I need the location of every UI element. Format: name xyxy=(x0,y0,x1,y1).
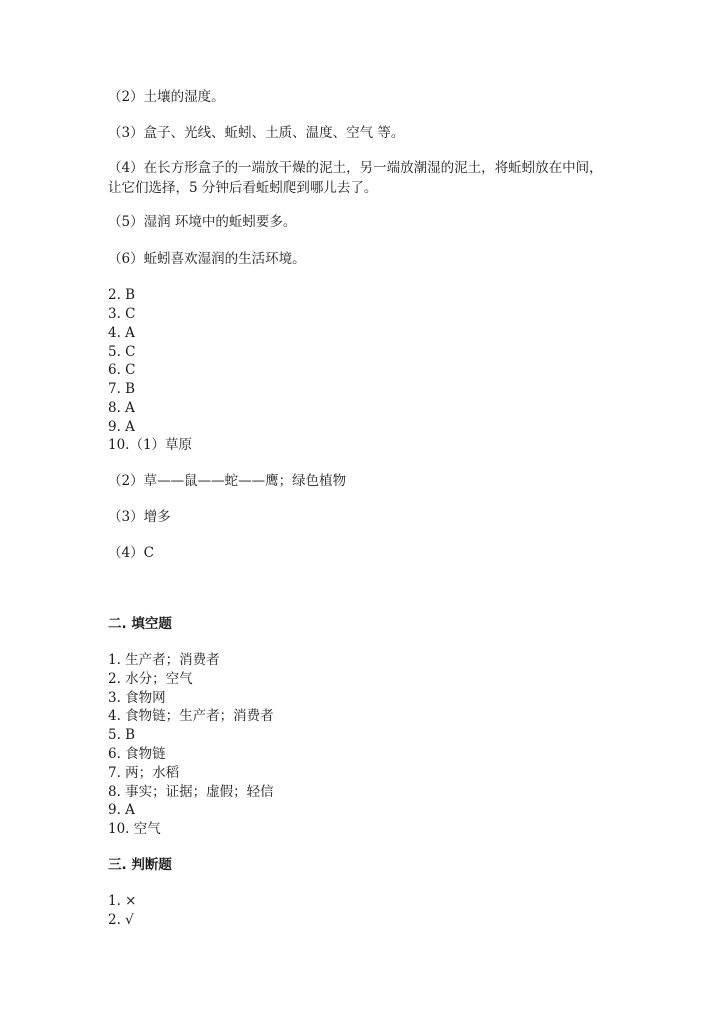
answer-6: 6. C xyxy=(108,362,136,378)
fill-answer-2: 2. 水分；空气 xyxy=(108,671,193,687)
answer-1-sub-3: （3）盒子、光线、蚯蚓、土质、温度、空气 等。 xyxy=(108,125,405,141)
answer-5: 5. C xyxy=(108,344,136,360)
section-heading-fill-blank: 二. 填空题 xyxy=(108,616,172,632)
fill-answer-6: 6. 食物链 xyxy=(108,746,166,762)
answer-1-sub-5: （5）湿润 环境中的蚯蚓要多。 xyxy=(108,214,297,230)
answer-3: 3. C xyxy=(108,306,136,322)
answer-1-sub-6: （6）蚯蚓喜欢湿润的生活环境。 xyxy=(108,251,306,267)
fill-answer-9: 9. A xyxy=(108,802,135,818)
section-heading-true-false: 三. 判断题 xyxy=(108,857,172,873)
answer-1-sub-4: （4）在长方形盒子的一端放干燥的泥土，另一端放潮湿的泥土，将蚯蚓放在中间，让它们选择，5 分钟后看蚯蚓爬到哪儿去了。 xyxy=(108,160,603,196)
tf-answer-1: 1. × xyxy=(108,893,137,909)
fill-answer-3: 3. 食物网 xyxy=(108,690,166,706)
fill-answer-7: 7. 两；水稻 xyxy=(108,765,180,781)
fill-answer-1: 1. 生产者；消费者 xyxy=(108,652,220,668)
fill-answer-10: 10. 空气 xyxy=(108,821,161,837)
answer-10-sub-2: （2）草——鼠——蛇——鹰；绿色植物 xyxy=(108,473,347,489)
fill-answer-4: 4. 食物链；生产者；消费者 xyxy=(108,708,274,724)
answer-8: 8. A xyxy=(108,400,135,416)
answer-10-sub-4: （4）C xyxy=(108,545,154,561)
answer-7: 7. B xyxy=(108,381,136,397)
answer-4: 4. A xyxy=(108,325,135,341)
answer-10-sub-3: （3）增多 xyxy=(108,509,171,525)
answer-2: 2. B xyxy=(108,287,136,303)
answer-10-sub-1: 10.（1）草原 xyxy=(108,437,193,453)
fill-answer-5: 5. B xyxy=(108,727,136,743)
answer-9: 9. A xyxy=(108,419,135,435)
fill-answer-8: 8. 事实；证据；虚假；轻信 xyxy=(108,784,274,800)
answer-1-sub-2: （2）土壤的湿度。 xyxy=(108,89,225,105)
tf-answer-2: 2. √ xyxy=(108,912,134,928)
